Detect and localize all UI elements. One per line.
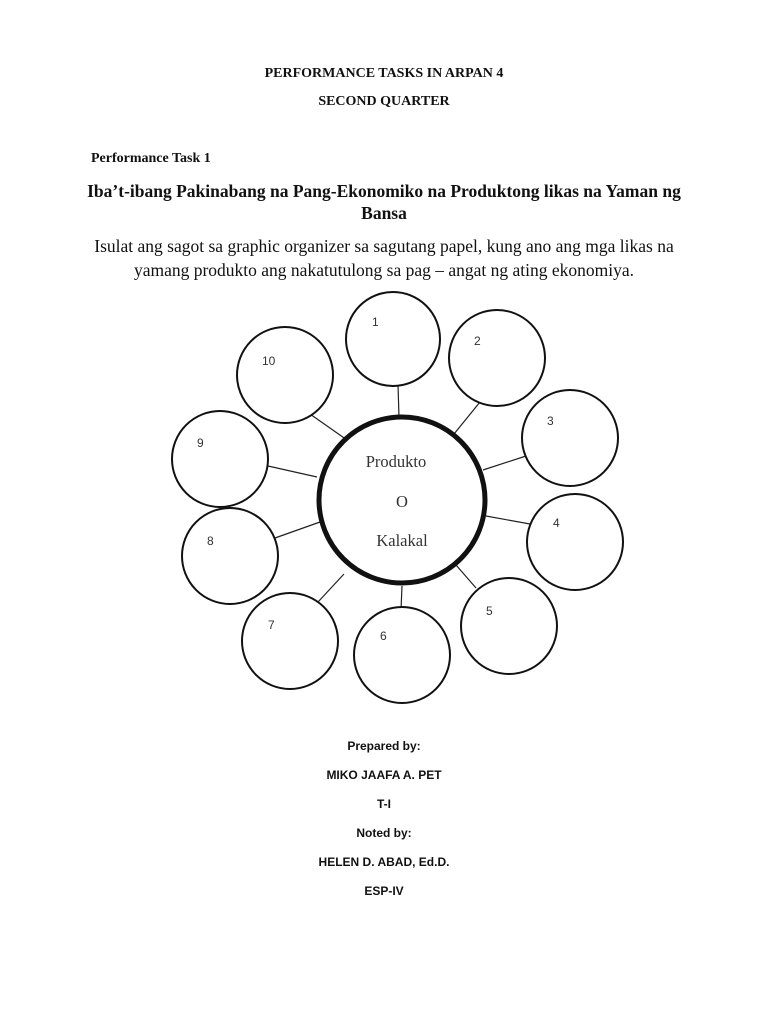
answer-bubble: [242, 593, 338, 689]
answer-bubble: [522, 390, 618, 486]
quarter-label: SECOND QUARTER: [318, 94, 450, 109]
bubble-number: 6: [380, 629, 387, 643]
document-title: PERFORMANCE TASKS IN ARPAN 4: [264, 66, 504, 81]
answer-bubble: [237, 327, 333, 423]
bubble-number: 8: [207, 534, 214, 548]
bubble-number: 9: [197, 436, 204, 450]
noter-position: ESP-IV: [364, 884, 404, 898]
connector-line: [456, 565, 476, 588]
center-label-line: O: [396, 492, 408, 511]
bubble-number: 7: [268, 618, 275, 632]
connector-line: [454, 402, 480, 434]
preparer-name: MIKO JAAFA A. PET: [326, 768, 442, 782]
prepared-by-label: Prepared by:: [347, 739, 421, 753]
noter-name: HELEN D. ABAD, Ed.D.: [318, 855, 450, 869]
answer-bubble: [527, 494, 623, 590]
answer-bubble: [461, 578, 557, 674]
bubble-number: 10: [262, 354, 276, 368]
connector-line: [486, 516, 530, 524]
task-label: Performance Task 1: [91, 151, 211, 166]
connector-line: [483, 456, 526, 470]
connector-line: [275, 522, 320, 538]
connector-line: [398, 384, 399, 418]
preparer-position: T-I: [377, 797, 391, 811]
answer-bubble: [182, 508, 278, 604]
connector-line: [310, 414, 347, 440]
answer-bubble: [172, 411, 268, 507]
bubble-number: 5: [486, 604, 493, 618]
answer-bubble: [354, 607, 450, 703]
answer-bubble: [449, 310, 545, 406]
bubble-number: 2: [474, 334, 481, 348]
center-label-line: Kalakal: [376, 531, 428, 550]
noted-by-label: Noted by:: [356, 826, 412, 840]
answer-bubble: [346, 292, 440, 386]
center-label-line: Produkto: [365, 452, 427, 471]
bubble-number: 4: [553, 516, 560, 530]
connector-line: [318, 574, 344, 602]
task-instructions: Isulat ang sagot sa graphic organizer sa sagutang papel, kung ano ang mga likas na yamang produkto ang nakatutulong sa pag – angat ng ating ekonomiya.: [94, 236, 674, 280]
bubble-number: 3: [547, 414, 554, 428]
bubble-number: 1: [372, 315, 379, 329]
task-title: Iba’t-ibang Pakinabang na Pang-Ekonomiko na Produktong likas na Yaman ng Bansa: [87, 181, 681, 223]
connector-line: [268, 466, 317, 477]
